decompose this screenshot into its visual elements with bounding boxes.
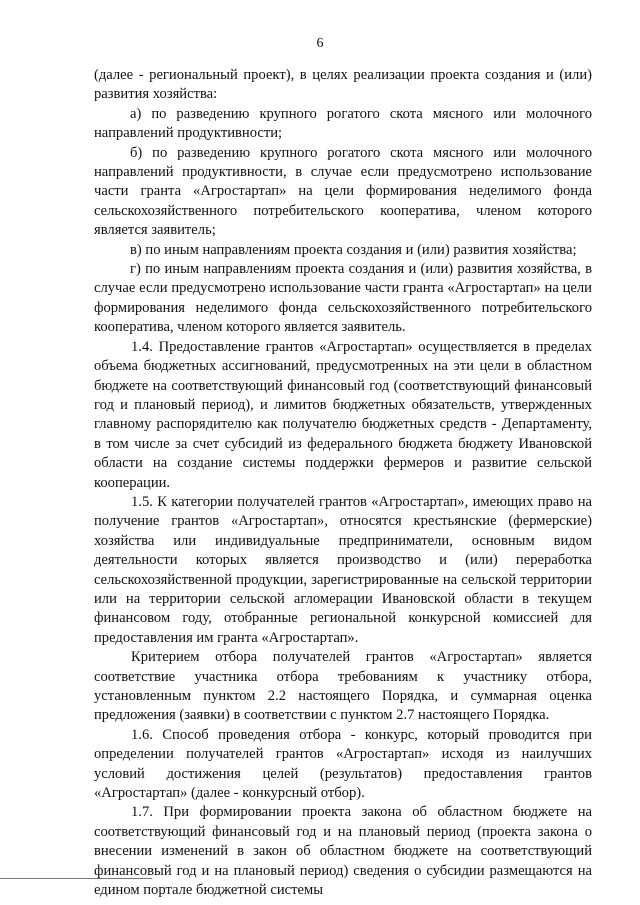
paragraph-item-g: г) по иным направлениям проекта создания и (или) развития хозяйства, в случае если предусмотрено использование части гранта «Агростартап» на цели формирования неделимого фонда сельскохозяйственного потребительского кооператива, членом которого является заявитель. — [94, 261, 592, 336]
paragraph-1-5: 1.5. К категории получателей грантов «Агростартап», имеющих право на получение грантов «Агростартап», относятся крестьянские (фермерские) хозяйства или индивидуальные предприниматели, основным видом деятельности которых является производство и (или) переработка сельскохозяйственной продукции, зарегистрированные на сельской территории или на территории сельской агломерации Ивановской области в текущем финансовом году, отобранные региональной конкурсной комиссией для предоставления им гранта «Агростартап». — [94, 493, 592, 646]
document-body — [94, 66, 592, 900]
footnote-divider — [0, 878, 152, 879]
paragraph-intro: (далее - региональный проект), в целях реализации проекта создания и (или) развития хозяйства: — [94, 67, 592, 103]
page-number: 6 — [316, 36, 324, 51]
paragraph-item-v: в) по иным направлениям проекта создания и (или) развития хозяйства; — [130, 241, 577, 258]
paragraph-selection-criterion: Критерием отбора получателей грантов «Агростартап» является соответствие участника отбора требованиям к участнику отбора, установленным пунктом 2.2 настоящего Порядка, и суммарная оценка предложения (заявки) в соответствии с пунктом 2.7 настоящего Порядка. — [94, 649, 592, 724]
paragraph-1-7: 1.7. При формировании проекта закона об областном бюджете на соответствующий финансовый год и на плановый период (проекта закона о внесении изменений в закон об областном бюджете на соответствующий финансовый год и на плановый период) сведения о субсидии размещаются на едином портале бюджетной системы — [94, 804, 592, 899]
paragraph-item-a: а) по разведению крупного рогатого скота мясного или молочного направлений продуктивности; — [94, 105, 592, 142]
paragraph-item-b: б) по разведению крупного рогатого скота мясного или молочного направлений продуктивности, в случае если предусмотрено использование части гранта «Агростартап» на цели формирования неделимого фонда сельскохозяйственного потребительского кооператива, членом которого является заявитель; — [94, 144, 592, 239]
paragraph-1-6: 1.6. Способ проведения отбора - конкурс, который проводится при определении получателей грантов «Агростартап» исходя из наилучших условий достижения целей (результатов) предоставления грантов «Агростартап» (далее - конкурсный отбор). — [94, 726, 592, 802]
paragraph-1-4: 1.4. Предоставление грантов «Агростартап» осуществляется в пределах объема бюджетных ассигнований, предусмотренных на эти цели в областном бюджете на соответствующий финансовый год (соответствующий финансовый год и плановый период), и лимитов бюджетных обязательств, утвержденных главному распорядителю как получателю бюджетных средств - Департаменту, в том числе за счет субсидий из федерального бюджета бюджету Ивановской области на создание системы поддержки фермеров и развитие сельской кооперации. — [94, 338, 592, 491]
